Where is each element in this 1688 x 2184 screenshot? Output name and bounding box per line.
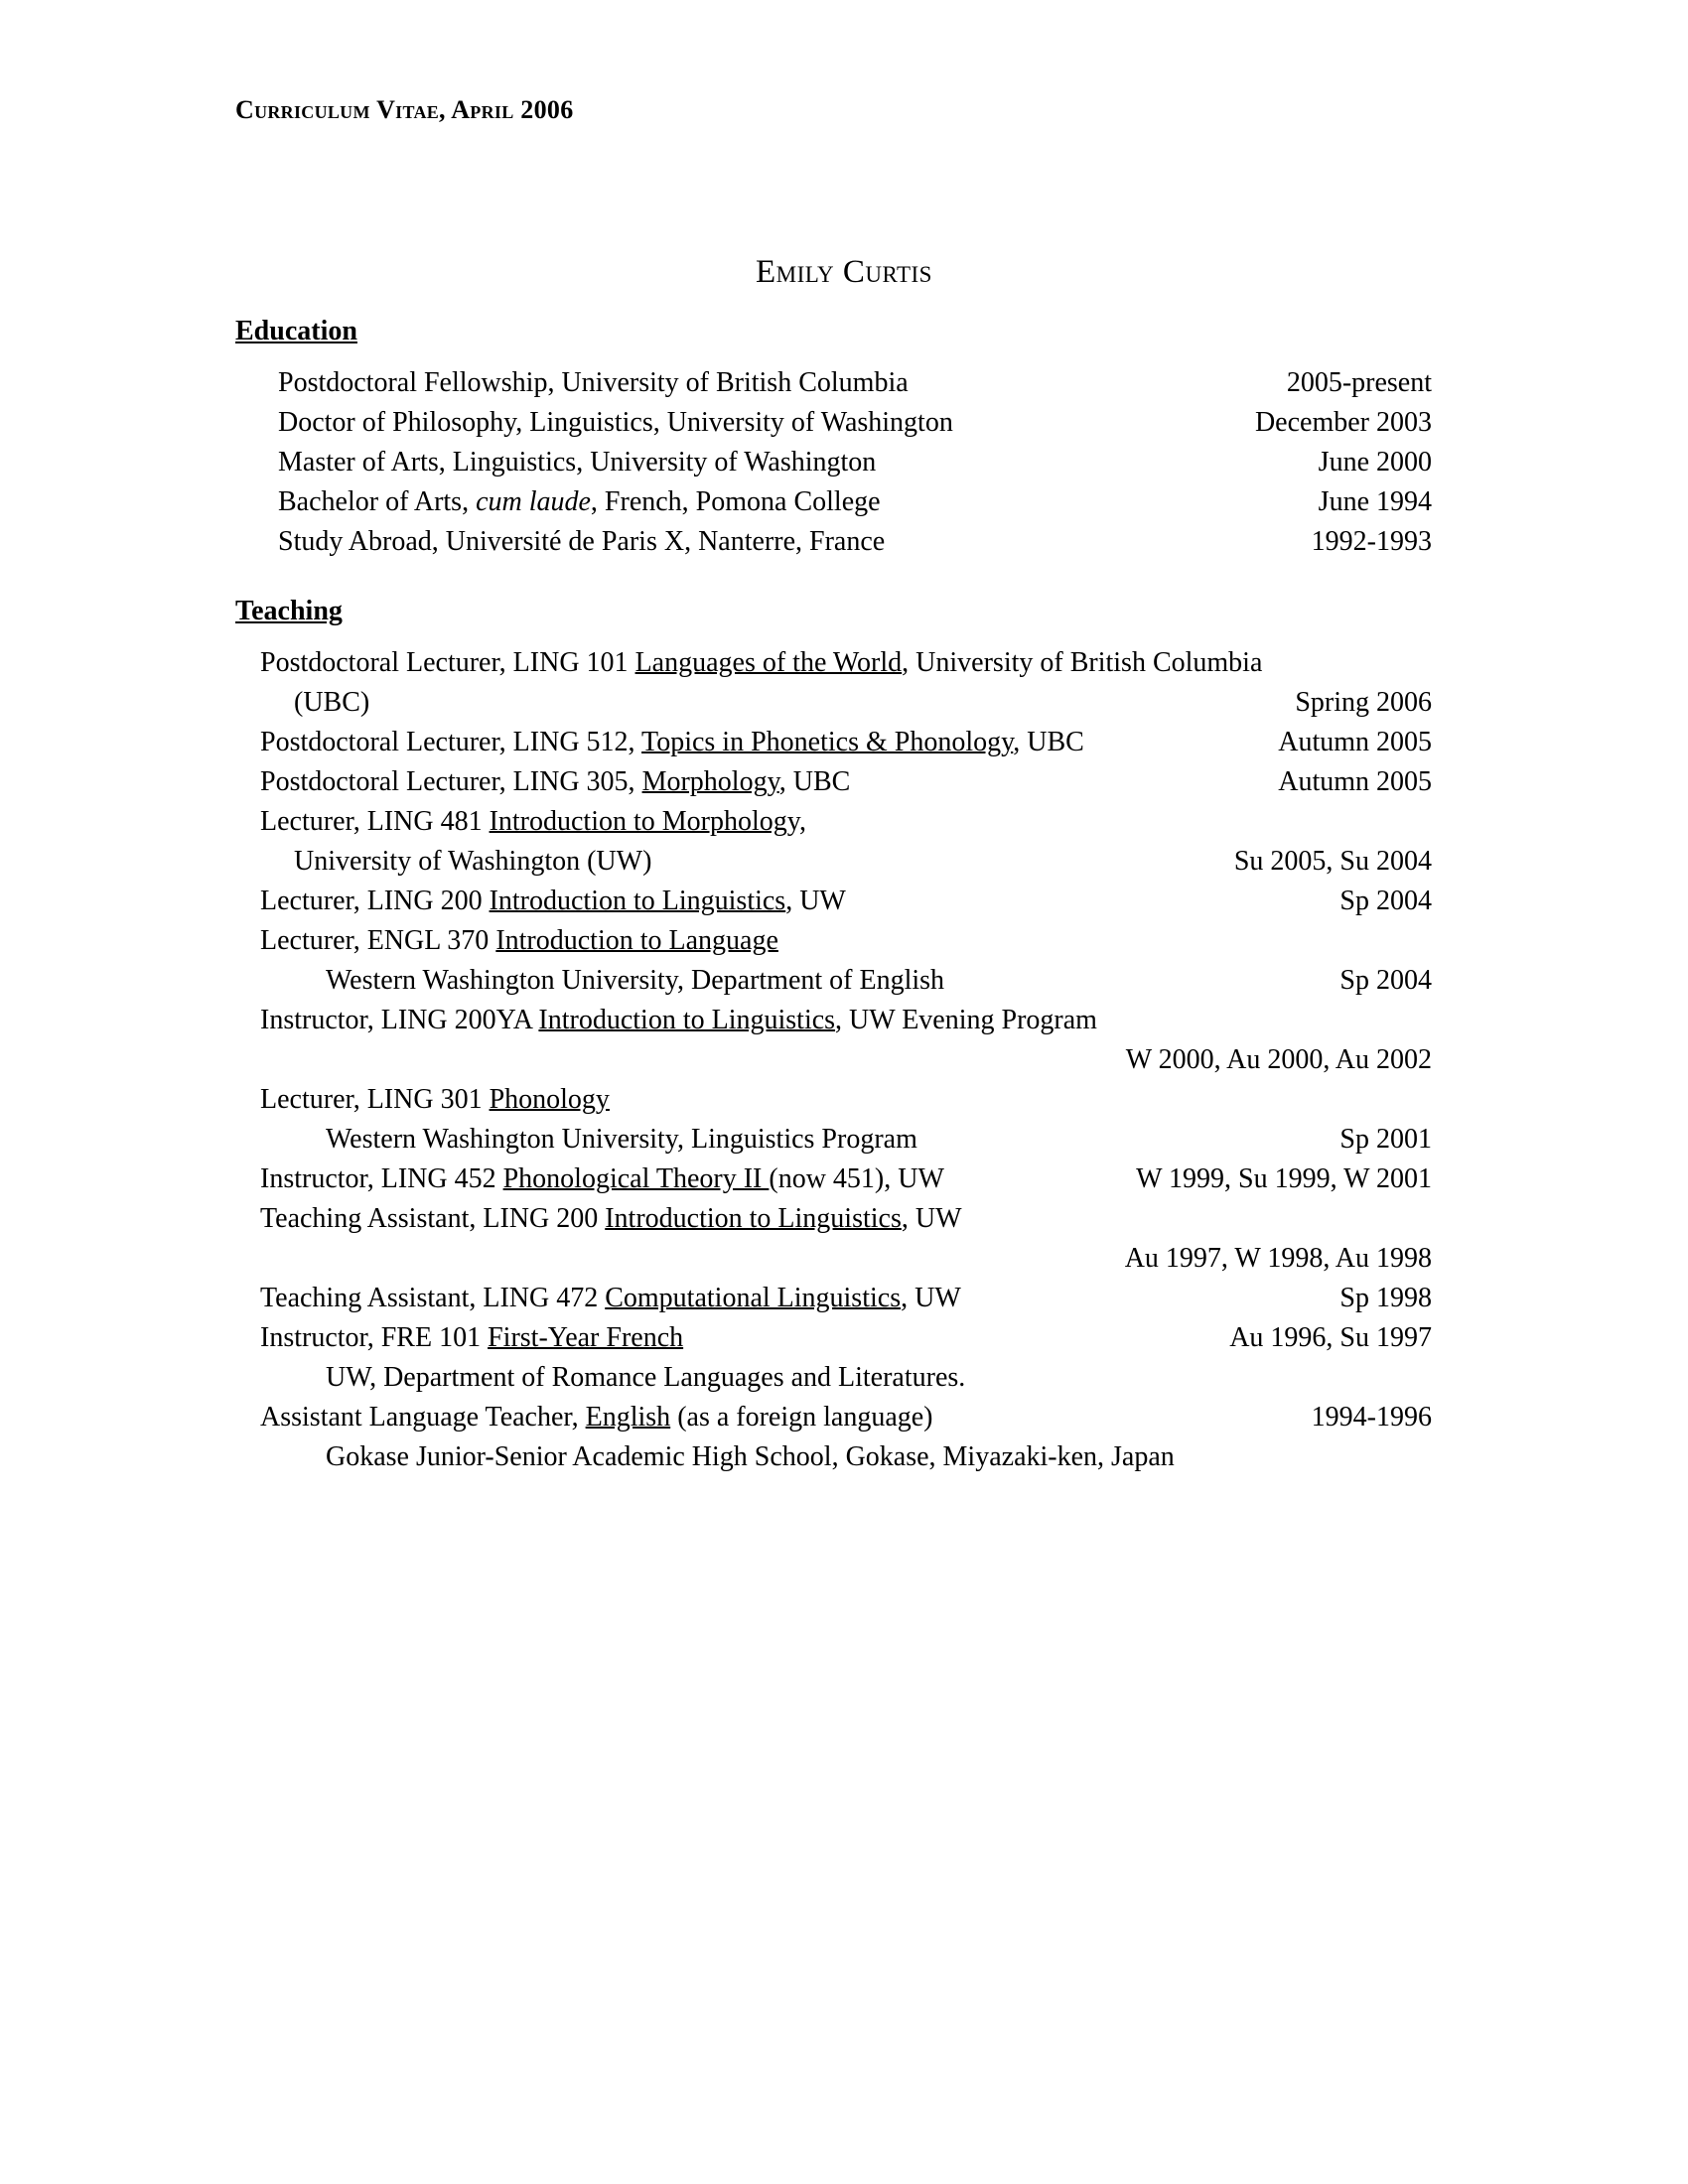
- cv-entry-text: [260, 1398, 933, 1436]
- cv-entry: [0, 1437, 1688, 1476]
- cv-entry-course-title: Morphology: [641, 766, 779, 797]
- cv-entry-text-suffix: , UBC: [1013, 727, 1084, 757]
- cv-entry-row: [0, 723, 1688, 761]
- cv-entry: [0, 1001, 1688, 1039]
- cv-entry-row: [0, 762, 1688, 801]
- cv-entry-date: June 2000: [1318, 447, 1432, 478]
- cv-entry-date: June 1994: [1318, 486, 1432, 517]
- cv-entry-row: [0, 403, 1688, 442]
- cv-entry-row: [0, 1398, 1688, 1436]
- cv-entry-row: [0, 1318, 1688, 1357]
- cv-entry-date: Su 2005, Su 2004: [1233, 846, 1432, 877]
- cv-entry: [0, 1398, 1688, 1436]
- cv-entry-text: Study Abroad, Université de Paris X, Nanterre, France: [278, 526, 886, 557]
- cv-entry-row: [0, 482, 1688, 521]
- cv-entry-text-prefix: Instructor, LING 200YA: [260, 1005, 539, 1035]
- cv-entry-text: [278, 482, 881, 521]
- cv-entry: [0, 961, 1688, 1000]
- cv-entry-date: Sp 2001: [1339, 1124, 1432, 1155]
- cv-entry-text: Gokase Junior-Senior Academic High School, Gokase, Miyazaki-ken, Japan: [326, 1441, 1175, 1472]
- cv-entry: [0, 842, 1688, 881]
- cv-entry-row: [0, 802, 1688, 841]
- teaching-entry-list: [0, 643, 1688, 1476]
- cv-entry-text-prefix: Lecturer, LING 481: [260, 806, 490, 837]
- cv-entry-text-suffix: , UW: [901, 1203, 962, 1234]
- cv-entry-text-suffix: , UBC: [778, 766, 851, 797]
- cv-entry-text-suffix: (as a foreign language): [670, 1402, 933, 1433]
- cv-entry-date: Autumn 2005: [1278, 766, 1432, 797]
- cv-entry-date: 1992-1993: [1311, 526, 1432, 557]
- cv-entry-text: (UBC): [294, 687, 370, 718]
- section-heading-teaching-label: Teaching: [235, 596, 343, 626]
- cv-entry-row: [0, 1001, 1688, 1039]
- cv-entry-row: [0, 1080, 1688, 1119]
- cv-entry-date: Autumn 2005: [1278, 727, 1432, 757]
- cv-entry: [0, 802, 1688, 841]
- cv-entry-date: W 1999, Su 1999, W 2001: [1136, 1163, 1432, 1194]
- cv-entry-text: [260, 882, 846, 920]
- cv-entry-text-prefix: Assistant Language Teacher,: [260, 1402, 586, 1433]
- cv-entry-text-suffix: , UW: [901, 1283, 961, 1313]
- cv-entry: [0, 1279, 1688, 1317]
- cv-entry-date: Au 1996, Su 1997: [1229, 1322, 1432, 1353]
- cv-entry-date: Sp 2004: [1339, 886, 1432, 916]
- cv-entry-text-suffix: (now 451), UW: [769, 1163, 944, 1194]
- cv-entry-course-title: Introduction to Morphology,: [489, 806, 806, 837]
- section-heading-education-label: Education: [235, 316, 357, 346]
- cv-entry: [0, 683, 1688, 722]
- cv-entry-course-title: Introduction to Linguistics: [605, 1203, 902, 1234]
- cv-entry: [0, 443, 1688, 481]
- cv-entry-course-title: Introduction to Linguistics: [489, 886, 786, 916]
- cv-entry-row: [0, 921, 1688, 960]
- cv-entry-date: Spring 2006: [1295, 687, 1432, 718]
- cv-entry: [0, 1080, 1688, 1119]
- cv-entry-row: [0, 1040, 1688, 1079]
- cv-entry: [0, 1199, 1688, 1238]
- cv-entry: [0, 643, 1688, 682]
- cv-entry-course-title: Phonology: [489, 1084, 610, 1115]
- cv-entry: [0, 1120, 1688, 1159]
- cv-entry-row: [0, 1120, 1688, 1159]
- cv-entry-course-title: Introduction to Language: [495, 925, 778, 956]
- cv-entry: [0, 363, 1688, 402]
- cv-entry-date: 2005-present: [1286, 367, 1432, 398]
- cv-entry-row: [0, 363, 1688, 402]
- cv-entry-text-suffix: , UW: [785, 886, 846, 916]
- section-teaching: [0, 596, 1688, 1476]
- cv-entry: [0, 403, 1688, 442]
- cv-entry-text-suffix: , UW Evening Program: [835, 1005, 1097, 1035]
- cv-entry-text-prefix: Teaching Assistant, LING 200: [260, 1203, 606, 1234]
- cv-entry-date: December 2003: [1254, 407, 1432, 438]
- cv-entry-text: [260, 1080, 610, 1119]
- cv-content: [0, 316, 1688, 1477]
- cv-entry-text: [260, 1160, 944, 1198]
- page-title: Emily Curtis: [756, 254, 932, 290]
- cv-entry-text: [260, 723, 1084, 761]
- cv-entry-text: Master of Arts, Linguistics, University of Washington: [278, 447, 877, 478]
- cv-entry-row: [0, 1279, 1688, 1317]
- cv-entry-text: [260, 1279, 961, 1317]
- cv-entry: [0, 1239, 1688, 1278]
- cv-entry-text: [260, 921, 778, 960]
- section-heading-teaching: [235, 596, 1688, 627]
- cv-entry: [0, 762, 1688, 801]
- section-spacer: [0, 562, 1688, 596]
- cv-entry-date: Au 1997, W 1998, Au 1998: [1124, 1243, 1432, 1274]
- cv-entry-text-suffix: , French, Pomona College: [590, 486, 881, 517]
- cv-entry-course-title: Phonological Theory II: [502, 1163, 770, 1194]
- cv-entry-text: Western Washington University, Department of English: [326, 965, 945, 996]
- cv-entry: [0, 1040, 1688, 1079]
- cv-entry-text: [260, 643, 1262, 682]
- section-education: [0, 316, 1688, 561]
- cv-entry-text: [260, 1199, 962, 1238]
- cv-entry-text-suffix: , University of British Columbia: [902, 647, 1263, 678]
- cv-entry-row: [0, 522, 1688, 561]
- cv-entry-text: Doctor of Philosophy, Linguistics, University of Washington: [278, 407, 953, 438]
- cv-entry-row: [0, 1160, 1688, 1198]
- cv-entry: [0, 522, 1688, 561]
- cv-entry-row: [0, 1199, 1688, 1238]
- cv-entry: [0, 1160, 1688, 1198]
- cv-entry-text: Postdoctoral Fellowship, University of British Columbia: [278, 367, 909, 398]
- cv-entry-text: [260, 762, 850, 801]
- cv-entry-text: [260, 1001, 1097, 1039]
- cv-entry-row: [0, 443, 1688, 481]
- cv-entry-course-title: English: [585, 1402, 671, 1433]
- cv-entry-text-prefix: Postdoctoral Lecturer, LING 101: [260, 647, 635, 678]
- cv-entry-course-title: Computational Linguistics: [605, 1283, 902, 1313]
- cv-entry-course-title: Languages of the World: [634, 647, 903, 678]
- cv-entry-row: [0, 1358, 1688, 1397]
- cv-entry-text: UW, Department of Romance Languages and Literatures.: [326, 1362, 966, 1393]
- education-entry-list: [0, 363, 1688, 561]
- cv-entry-text: [260, 1318, 683, 1357]
- cv-entry: [0, 882, 1688, 920]
- cv-entry-row: [0, 1437, 1688, 1476]
- cv-entry-honors: cum laude: [476, 486, 591, 517]
- cv-entry-text-prefix: Bachelor of Arts,: [278, 486, 477, 517]
- cv-entry-row: [0, 961, 1688, 1000]
- cv-entry: [0, 723, 1688, 761]
- cv-entry-text-prefix: Lecturer, LING 200: [260, 886, 490, 916]
- section-heading-education: [235, 316, 1688, 347]
- cv-entry-date: W 2000, Au 2000, Au 2002: [1125, 1044, 1432, 1075]
- cv-entry-row: [0, 643, 1688, 682]
- running-header: Curriculum Vitae, April 2006: [235, 95, 574, 124]
- cv-entry-text: Western Washington University, Linguistics Program: [326, 1124, 917, 1155]
- cv-entry-text-prefix: Lecturer, ENGL 370: [260, 925, 496, 956]
- cv-entry-date: Sp 2004: [1339, 965, 1432, 996]
- cv-entry-row: [0, 842, 1688, 881]
- cv-entry-course-title: Introduction to Linguistics: [538, 1005, 836, 1035]
- cv-entry-course-title: Topics in Phonetics & Phonology: [641, 727, 1014, 757]
- cv-entry-text: University of Washington (UW): [294, 846, 652, 877]
- cv-entry-text-prefix: Instructor, FRE 101: [260, 1322, 489, 1353]
- cv-entry-text-prefix: Lecturer, LING 301: [260, 1084, 490, 1115]
- cv-entry-date: Sp 1998: [1339, 1283, 1432, 1313]
- cv-entry-row: [0, 683, 1688, 722]
- cv-entry: [0, 921, 1688, 960]
- cv-entry-row: [0, 1239, 1688, 1278]
- cv-entry-text-prefix: Instructor, LING 452: [260, 1163, 503, 1194]
- cv-entry: [0, 482, 1688, 521]
- cv-entry-course-title: First-Year French: [488, 1322, 684, 1353]
- cv-entry: [0, 1318, 1688, 1357]
- cv-entry-text: [260, 802, 806, 841]
- cv-entry-date: 1994-1996: [1311, 1402, 1432, 1433]
- cv-entry-text-prefix: Teaching Assistant, LING 472: [260, 1283, 606, 1313]
- cv-entry: [0, 1358, 1688, 1397]
- cv-entry-row: [0, 882, 1688, 920]
- cv-entry-text-prefix: Postdoctoral Lecturer, LING 512,: [260, 727, 642, 757]
- cv-entry-text-prefix: Postdoctoral Lecturer, LING 305,: [260, 766, 642, 797]
